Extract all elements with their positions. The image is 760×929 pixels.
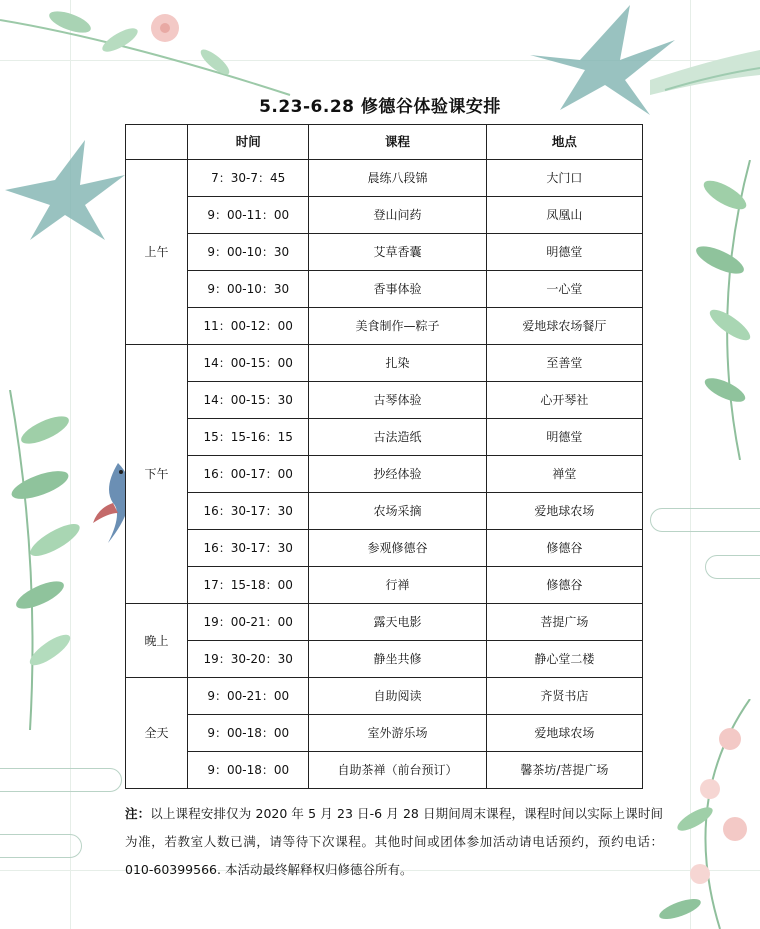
time-cell: 9：00-18：00 <box>188 752 309 789</box>
time-cell: 19：00-21：00 <box>188 604 309 641</box>
course-cell: 静坐共修 <box>309 641 486 678</box>
course-cell: 登山问药 <box>309 197 486 234</box>
place-cell: 凤凰山 <box>486 197 642 234</box>
time-cell: 14：00-15：00 <box>188 345 309 382</box>
course-cell: 自助阅读 <box>309 678 486 715</box>
place-cell: 爱地球农场 <box>486 715 642 752</box>
course-cell: 露天电影 <box>309 604 486 641</box>
table-row <box>126 345 643 382</box>
header-time: 时间 <box>188 125 309 160</box>
course-cell: 晨练八段锦 <box>309 160 486 197</box>
time-cell: 16：00-17：00 <box>188 456 309 493</box>
time-cell: 16：30-17：30 <box>188 493 309 530</box>
time-cell: 7：30-7：45 <box>188 160 309 197</box>
period-cell: 全天 <box>126 678 188 789</box>
table-row <box>126 604 643 641</box>
place-cell: 明德堂 <box>486 419 642 456</box>
course-cell: 扎染 <box>309 345 486 382</box>
table-row <box>126 678 643 715</box>
time-cell: 19：30-20：30 <box>188 641 309 678</box>
place-cell: 爱地球农场餐厅 <box>486 308 642 345</box>
time-cell: 9：00-18：00 <box>188 715 309 752</box>
time-cell: 9：00-11：00 <box>188 197 309 234</box>
course-cell: 艾草香囊 <box>309 234 486 271</box>
place-cell: 静心堂二楼 <box>486 641 642 678</box>
table-row <box>126 752 643 789</box>
place-cell: 爱地球农场 <box>486 493 642 530</box>
table-row <box>126 641 643 678</box>
time-cell: 9：00-10：30 <box>188 234 309 271</box>
course-cell: 古琴体验 <box>309 382 486 419</box>
footnote-text: 以上课程安排仅为 2020 年 5 月 23 日-6 月 28 日期间周末课程，课程时间以实际上课时间为准，若教室人数已满，请等待下次课程。其他时间或团体参加活动请电话预约，预约电话：010-60399566. 本活动最终解释权归修德谷所有。 <box>125 806 663 877</box>
table-row <box>126 308 643 345</box>
time-cell: 9：00-21：00 <box>188 678 309 715</box>
table-row <box>126 530 643 567</box>
decoration-wave-line <box>0 834 82 858</box>
course-cell: 香事体验 <box>309 271 486 308</box>
course-cell: 农场采摘 <box>309 493 486 530</box>
time-cell: 14：00-15：30 <box>188 382 309 419</box>
table-row <box>126 234 643 271</box>
course-cell: 参观修德谷 <box>309 530 486 567</box>
place-cell: 一心堂 <box>486 271 642 308</box>
decoration-wave-line <box>705 555 760 579</box>
table-row <box>126 715 643 752</box>
place-cell: 大门口 <box>486 160 642 197</box>
table-row <box>126 197 643 234</box>
table-row <box>126 271 643 308</box>
time-cell: 15：15-16：15 <box>188 419 309 456</box>
schedule-table <box>125 124 643 789</box>
time-cell: 17：15-18：00 <box>188 567 309 604</box>
time-cell: 9：00-10：30 <box>188 271 309 308</box>
header-period <box>126 125 188 160</box>
header-place: 地点 <box>486 125 642 160</box>
place-cell: 齐贤书店 <box>486 678 642 715</box>
place-cell: 修德谷 <box>486 530 642 567</box>
place-cell: 修德谷 <box>486 567 642 604</box>
course-cell: 行禅 <box>309 567 486 604</box>
time-cell: 16：30-17：30 <box>188 530 309 567</box>
table-row <box>126 382 643 419</box>
course-cell: 自助茶禅（前台预订） <box>309 752 486 789</box>
place-cell: 明德堂 <box>486 234 642 271</box>
page-title: 5.23-6.28 修德谷体验课安排 <box>259 97 501 117</box>
table-header-row <box>126 125 643 160</box>
course-cell: 美食制作—粽子 <box>309 308 486 345</box>
footnote-label: 注： <box>125 806 151 821</box>
place-cell: 禅堂 <box>486 456 642 493</box>
footnote <box>125 800 663 884</box>
decoration-wave-line <box>650 508 760 532</box>
place-cell: 心开琴社 <box>486 382 642 419</box>
time-cell: 11：00-12：00 <box>188 308 309 345</box>
course-cell: 抄经体验 <box>309 456 486 493</box>
course-cell: 室外游乐场 <box>309 715 486 752</box>
place-cell: 至善堂 <box>486 345 642 382</box>
decoration-wave-line <box>0 768 122 792</box>
period-cell: 上午 <box>126 160 188 345</box>
table-row <box>126 419 643 456</box>
period-cell: 下午 <box>126 345 188 604</box>
course-cell: 古法造纸 <box>309 419 486 456</box>
header-course: 课程 <box>309 125 486 160</box>
table-row <box>126 456 643 493</box>
table-row <box>126 567 643 604</box>
table-row <box>126 160 643 197</box>
place-cell: 菩提广场 <box>486 604 642 641</box>
place-cell: 馨茶坊/菩提广场 <box>486 752 642 789</box>
period-cell: 晚上 <box>126 604 188 678</box>
table-row <box>126 493 643 530</box>
